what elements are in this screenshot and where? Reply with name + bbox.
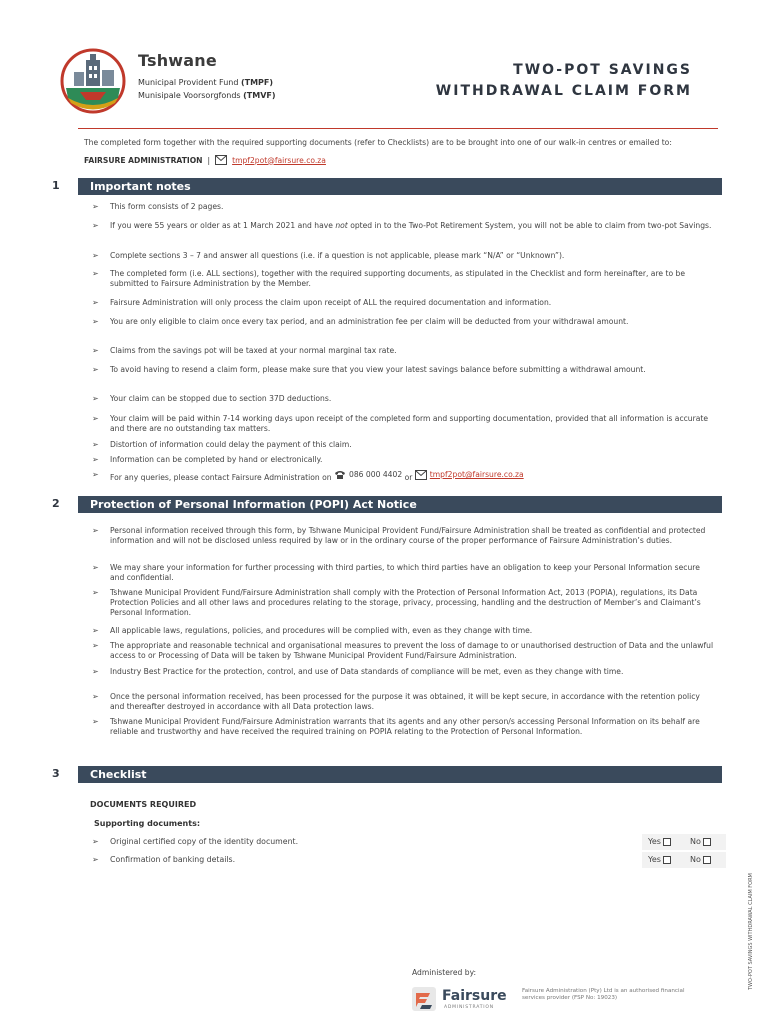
form-title-line2: WITHDRAWAL CLAIM FORM [435,83,692,99]
arrow-icon: ➢ [92,394,99,403]
list-item: ➢ Information can be completed by hand or electronically. [92,455,323,464]
logo-title: Tshwane [138,51,217,70]
yes-no-group [642,834,726,850]
fairsure-subtitle: ADMINISTRATION [444,1005,494,1010]
list-item: ➢ The completed form (i.e. ALL sections), together with the required supporting documents, as stipulated in the Checklist and form hereinafter, are to be submitted to Fairsure Administration by the Member. [92,269,686,288]
arrow-icon: ➢ [92,455,99,464]
arrow-icon: ➢ [92,365,99,374]
list-item: ➢ To avoid having to resend a claim form, please make sure that you view your latest savings balance before submitting a withdrawal amount. [92,365,646,374]
documents-required-heading: DOCUMENTS REQUIRED [90,800,197,809]
phone-number[interactable]: 086 000 4402 [349,470,403,479]
phone-contact [334,470,402,480]
list-item: ➢ Once the personal information received, has been processed for the purpose it was obtained, it will be kept secure, in accordance with the retention policy and thereafter destroyed in accordance with all Data protection laws. [92,692,700,711]
supporting-documents-heading: Supporting documents: [94,819,201,828]
arrow-icon: ➢ [92,837,99,846]
queries-email-link[interactable]: tmpf2pot@fairsure.co.za [429,470,524,479]
section-1-header: Important notes [78,178,722,195]
section-3-number: 3 [52,767,60,780]
list-item: ➢ Tshwane Municipal Provident Fund/Fairsure Administration shall comply with the Protection of Personal Information Act, 2013 (POPIA), regulations, its Data Protection Policies and all other laws and procedures relating to the storage, privacy, processing, handling and the destruction of Member’s and Claimant’s Personal Information. [92,588,701,617]
list-item: ➢ Your claim can be stopped due to section 37D deductions. [92,394,332,403]
arrow-icon: ➢ [92,202,99,211]
list-item: ➢ We may share your information for further processing with third parties, to which third parties have an obligation to keep your Personal Information secure and confidential. [92,563,700,582]
arrow-icon: ➢ [92,346,99,355]
checklist-row-id [92,834,726,850]
email-contact [415,470,524,480]
arrow-icon: ➢ [92,298,99,307]
fsp-disclaimer: Fairsure Administration (Pty) Ltd is an authorised financial services provider (FSP No: 19023) [522,988,685,1001]
arrow-icon: ➢ [92,717,99,726]
tshwane-logo [60,48,290,128]
yes-checkbox[interactable] [663,856,671,864]
arrow-icon: ➢ [92,317,99,326]
no-option[interactable]: No [690,855,711,864]
section-3-header: Checklist [78,766,722,783]
fairsure-name: Fairsure [442,988,507,1004]
form-title [436,60,692,102]
logo-fund-name-af: Munisipale Voorsorgfonds (TMVF) [138,91,276,100]
email-icon [215,155,227,165]
arrow-icon: ➢ [92,855,99,864]
arrow-icon: ➢ [92,563,99,572]
list-item: ➢ Complete sections 3 – 7 and answer all questions (i.e. if a question is not applicable, please mark “N/A” or “Unknown”). [92,251,565,260]
no-checkbox[interactable] [703,838,711,846]
list-item: ➢ Your claim will be paid within 7-14 working days upon receipt of the completed form and supporting documentation, provided that all information is accurate and there are no outstanding tax matters. [92,414,709,433]
phone-icon [334,470,346,480]
arrow-icon: ➢ [92,251,99,260]
header-divider [78,128,718,129]
list-item: ➢ Industry Best Practice for the protection, control, and use of Data standards of compliance will be met, even as they change with time. [92,667,624,676]
list-item: ➢ Fairsure Administration will only process the claim upon receipt of ALL the required documentation and information. [92,298,552,307]
section-2-header: Protection of Personal Information (POPI) Act Notice [78,496,722,513]
list-item: ➢ You are only eligible to claim once every tax period, and an administration fee per claim will be deducted from your withdrawal amount. [92,317,629,326]
tshwane-emblem-icon [60,48,126,114]
separator: | [207,155,211,165]
list-item-queries: ➢ For any queries, please contact Fairsure Administration on 086 000 4402 or tmpf2pot@fairsure.co.za [92,470,524,482]
arrow-icon: ➢ [92,440,99,449]
section-2-number: 2 [52,497,60,510]
list-item: ➢ If you were 55 years or older as at 1 March 2021 and have not opted in to the Two-Pot Retirement System, you will not be able to claim from two-pot Savings. [92,221,712,230]
intro-text: The completed form together with the required supporting documents (refer to Checklists) are to be brought into one of our walk-in centres or emailed to: [84,138,672,147]
fairsure-mark-icon [410,985,438,1013]
arrow-icon: ➢ [92,626,99,635]
admin-label: FAIRSURE ADMINISTRATION [84,155,203,165]
arrow-icon: ➢ [92,526,99,535]
checklist-item-label: Confirmation of banking details. [110,855,236,864]
arrow-icon: ➢ [92,692,99,701]
form-title-line1: TWO-POT SAVINGS [513,62,692,78]
checklist-item-label: Original certified copy of the identity document. [110,837,299,846]
list-item: ➢ Tshwane Municipal Provident Fund/Fairsure Administration warrants that its agents and any other person/s accessing Personal Information on its behalf are reliable and trustworthy and have received the required training on POPIA relating to the Protection of Personal Information. [92,717,700,736]
fairsure-logo [410,985,520,1013]
list-item: ➢ Personal information received through this form, by Tshwane Municipal Provident Fund/Fairsure Administration shall be treated as confidential and protected information and will not be disclosed unless required by law or in the ordinary course of the proper performance of Fairsure Administration’s duties. [92,526,706,545]
admin-email-link[interactable]: tmpf2pot@fairsure.co.za [232,155,326,165]
logo-fund-name-en: Municipal Provident Fund (TMPF) [138,78,274,87]
arrow-icon: ➢ [92,588,99,597]
arrow-icon: ➢ [92,641,99,650]
yes-option[interactable]: Yes [648,837,671,846]
yes-option[interactable]: Yes [648,855,671,864]
side-form-name: TWO-POT SAVINGS WITHDRAWAL CLAIM FORM [748,873,754,990]
list-item: ➢ The appropriate and reasonable technical and organisational measures to prevent the loss of damage to or unauthorised destruction of Data and the unlawful access to or Processing of Data will be taken by Tshwane Municipal Provident Fund/Fairsure Administration. [92,641,714,660]
no-option[interactable]: No [690,837,711,846]
yes-checkbox[interactable] [663,838,671,846]
yes-no-group [642,852,726,868]
administered-by-label: Administered by: [412,968,477,977]
admin-contact-line [84,155,326,165]
list-item: ➢ All applicable laws, regulations, policies, and procedures will be complied with, even as they change with time. [92,626,533,635]
arrow-icon: ➢ [92,470,99,479]
arrow-icon: ➢ [92,269,99,278]
arrow-icon: ➢ [92,414,99,423]
list-item: ➢ Claims from the savings pot will be taxed at your normal marginal tax rate. [92,346,397,355]
checklist-row-banking [92,852,726,868]
arrow-icon: ➢ [92,221,99,230]
no-checkbox[interactable] [703,856,711,864]
list-item: ➢ Distortion of information could delay the payment of this claim. [92,440,352,449]
arrow-icon: ➢ [92,667,99,676]
list-item: ➢ This form consists of 2 pages. [92,202,224,211]
email-icon [415,470,427,480]
section-1-number: 1 [52,179,60,192]
